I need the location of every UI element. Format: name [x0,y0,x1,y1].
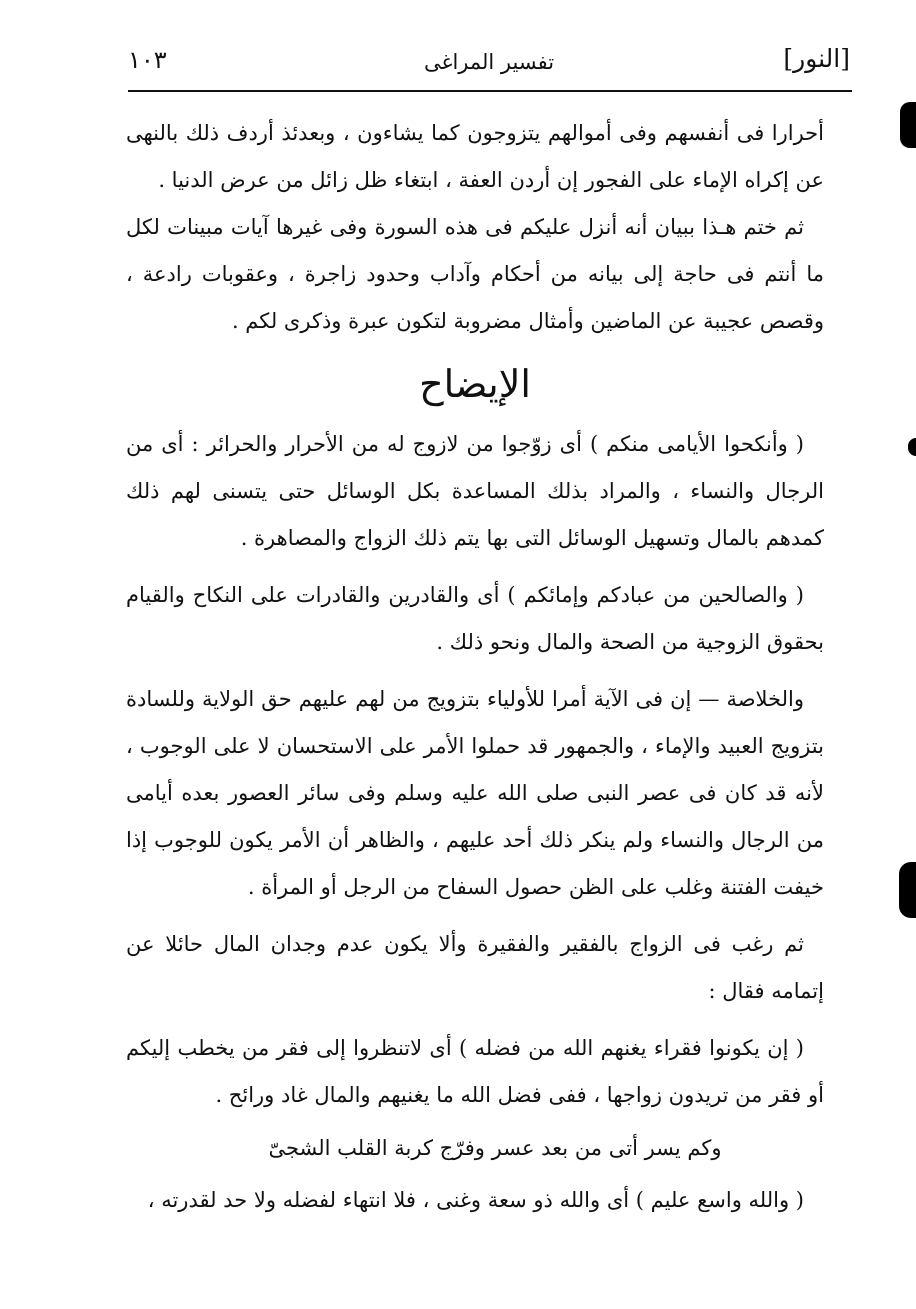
closing-paragraph: ( والله واسع عليم ) أى والله ذو سعة وغنى ، فلا انتهاء لفضله ولا حد لقدرته ، [147,1188,804,1212]
scan-edge-mark [900,102,916,148]
scan-edge-mark [899,862,916,918]
page-header [128,42,850,88]
explanation-paragraph: والخلاصة — إن فى الآية أمرا للأولياء بتزويج من لهم عليهم حق الولاية وللسادة بتزويج العبيد والإماء ، والجمهور قد حملوا الأمر على الاستحسان لا على الوجوب ، لأنه قد كان فى عصر النبى صلى الله عليه وسلم وفى سائر العصور بعده أيامى من الرجال والنساء ولم ينكر ذلك أحد عليهم ، والظاهر أن الأمر يكون للوجوب إذا خيفت الفتنة وغلب على الظن حصول السفاح من الرجل أو المرأة . [126,687,824,899]
intro-paragraph: ثم ختم هـذا ببيان أنه أنزل عليكم فى هذه السورة وفى غيرها آيات مبينات لكل ما أنتم فى حاجة إلى بيانه من أحكام وآداب وحدود زاجرة ، وعقوبات رادعة ، وقصص عجيبة عن الماضين وأمثال مضروبة لتكون عبرة وذكرى لكم . [126,215,824,333]
page-body [126,110,824,1224]
explanation-paragraph: ( إن يكونوا فقراء يغنهم الله من فضله ) أى لاتنظروا إلى فقر من يخطب إليكم أو فقر من تريدون زواجها ، ففى فضل الله ما يغنيهم والمال غاد ورائح . [126,1036,824,1107]
intro-paragraph: أحرارا فى أنفسهم وفى أموالهم يتزوجون كما يشاءون ، وبعدئذ أردف ذلك بالنهى عن إكراه الإماء على الفجور إن أردن العفة ، ابتغاء ظل زائل من عرض الدنيا . [126,121,824,192]
poetry-verse: وكم يسر أتى من بعد عسر وفرّج كربة القلب الشجىّ [268,1136,722,1160]
explanation-paragraph: ( وأنكحوا الأيامى منكم ) أى زوّجوا من لازوج له من الأحرار والحرائر : أى من الرجال والنساء ، والمراد بذلك المساعدة بكل الوسائل حتى يتسنى لهم ذلك كمدهم بالمال وتسهيل الوسائل التى بها يتم ذلك الزواج والمصاهرة . [126,432,824,550]
explanation-paragraph: ( والصالحين من عبادكم وإمائكم ) أى والقادرين والقادرات على النكاح والقيام بحقوق الزوجية من الصحة والمال ونحو ذلك . [126,583,824,654]
book-title: تفسير المراغى [423,50,555,74]
scan-edge-mark [908,438,916,456]
explanation-paragraph: ثم رغب فى الزواج بالفقير والفقيرة وألا يكون عدم وجدان المال حائلا عن إتمامه فقال : [126,932,824,1003]
header-rule [128,90,852,92]
section-heading: الإيضاح [419,362,531,406]
page-number: ١٠٣ [128,46,167,74]
surah-name: [النور] [783,44,850,73]
